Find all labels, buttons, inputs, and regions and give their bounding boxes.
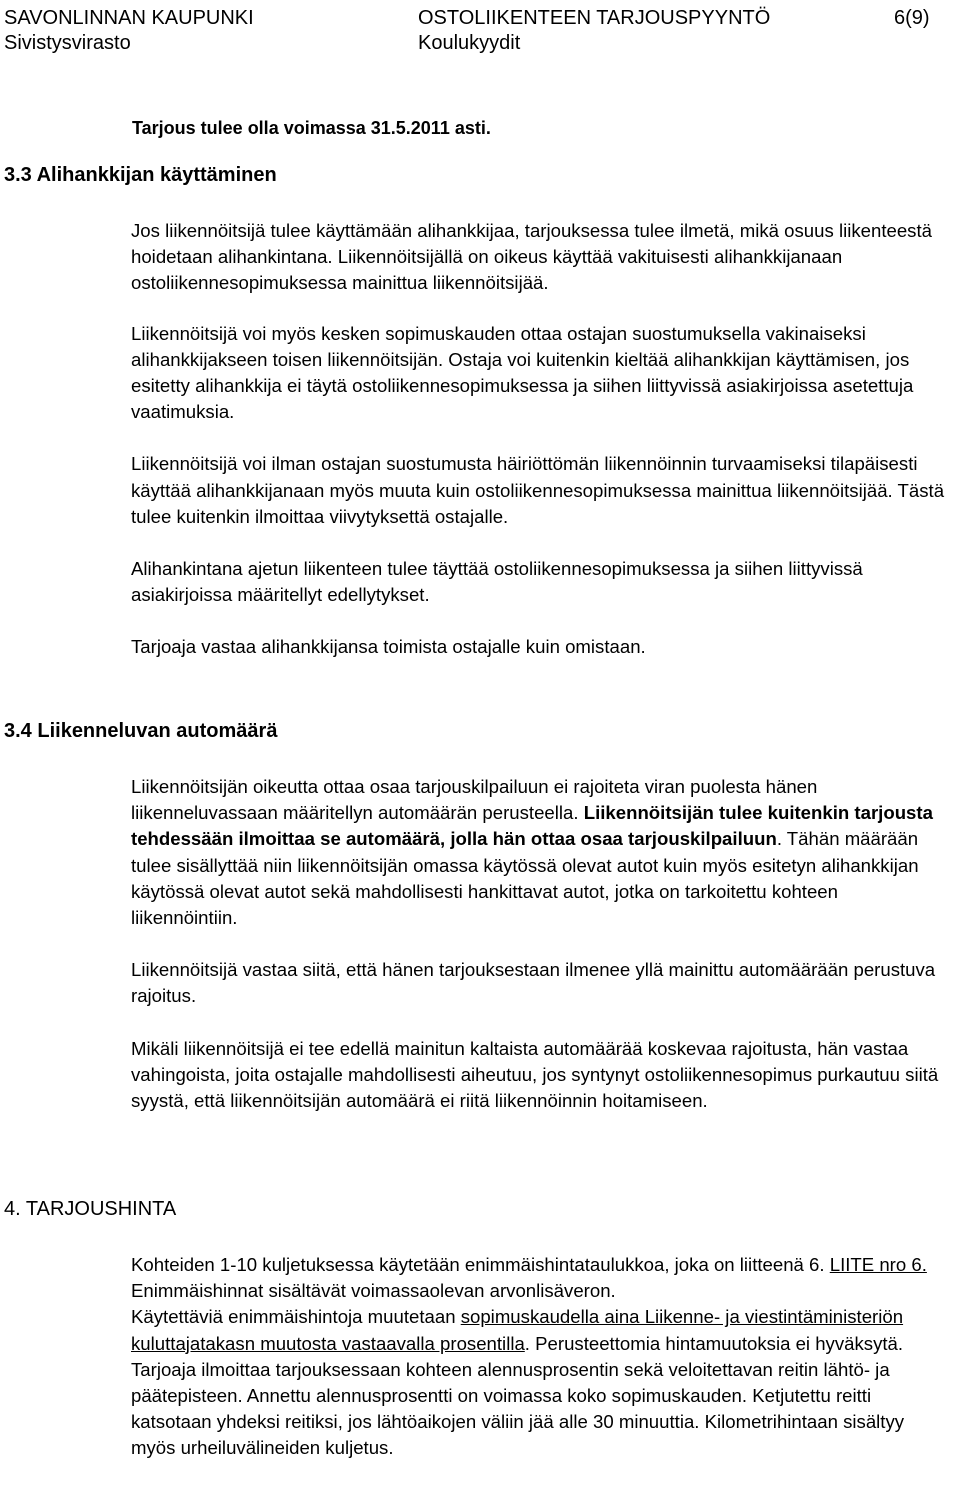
header-left — [4, 6, 254, 56]
header-middle — [418, 6, 770, 56]
page-number: 6(9) — [894, 7, 930, 29]
paragraph: Alihankintana ajetun liikenteen tulee täyttää ostoliikennesopimuksessa ja siihen liittyvissä asiakirjoissa määritellyt edellytykset. — [131, 558, 863, 606]
paragraph: Jos liikennöitsijä tulee käyttämään alihankkijaa, tarjouksessa tulee ilmetä, mikä osuus liikenteestä hoidetaan alihankintana. Liikennöitsijällä on oikeus käyttää vakituisesti alihankkijanaan ostoliikennesopimuksessa mainittua liikennöitsijää. — [131, 220, 932, 294]
paragraph: Liikennöitsijä vastaa siitä, että hänen tarjouksestaan ilmenee yllä mainittu automäärään perustuva rajoitus. — [131, 959, 936, 1007]
section-4-heading: 4. TARJOUSHINTA — [4, 1198, 177, 1220]
document-subtitle: Koulukyydit — [418, 32, 521, 54]
index-adjustment-underline: sopimuskaudella aina Liikenne- ja viestintäministeriön kuluttajatakasn muutosta vastaavalla prosentilla — [131, 1306, 904, 1354]
paragraph: Liikennöitsijä voi ilman ostajan suostumusta häiriöttömän liikennöinnin turvaamiseksi tilapäisesti käyttää alihankkijanaan myös muuta kuin ostoliikennesopimuksessa mainittua liikennöitsijää. Tästä tulee kuitenkin ilmoittaa viivytyksettä ostajalle. — [131, 453, 945, 527]
section-3-3-body — [131, 218, 946, 661]
attachment-link[interactable]: LIITE nro 6. — [829, 1254, 927, 1275]
paragraph: Mikäli liikennöitsijä ei tee edellä mainitun kaltaista automäärää koskevaa rajoitusta, hän vastaa vahingoista, joita ostajalle mahdollisesti aiheutuu, jos syntynyt ostoliikennesopimus purkautuu siitä syystä, että liikennöitsijän automäärä ei riitä liikennöinnin hoitamiseen. — [131, 1037, 939, 1112]
section-3-4-heading: 3.4 Liikenneluvan automäärä — [4, 720, 278, 742]
section-3-4-body — [131, 774, 946, 1114]
document-title: OSTOLIIKENTEEN TARJOUSPYYNTÖ — [418, 7, 771, 29]
paragraph: Liikennöitsijän oikeutta ottaa osaa tarjouskilpailuun ei rajoiteta viran puolesta hänen liikenneluvassaan määritellyn automäärän perusteella. Liikennöitsijän tulee kuitenkin tarjousta tehdessään ilmoittaa se automäärä, jolla hän ottaa osaa tarjouskilpailuun. Tähän määrään tulee sisällyttää niin liikennöitsijän omassa käytössä olevat autot kuin myös esitetyn alihankkijan käytössä olevat autot sekä mahdollisesti hankittavat autot, jotka on tarkoitettu kohteen liikennöintiin. — [131, 776, 933, 929]
section-4-body — [131, 1252, 946, 1462]
paragraph: Tarjoaja ilmoittaa tarjouksessaan kohteen alennusprosentin sekä veloitettavan reitin lähtö- ja päätepisteen. Annettu alennusprosentti on voimassa koko sopimuskauden. Ketjutettu reitti katsotaan yhdeksi reitiksi, jos lähtöaikojen väliin jää alle 30 minuuttia. Kilometrihintaan sisältyy myös urheiluvälineiden kuljetus. — [131, 1358, 905, 1459]
department: Sivistysvirasto — [4, 32, 131, 54]
validity-statement: Tarjous tulee olla voimassa 31.5.2011 asti. — [132, 118, 491, 138]
org-name: SAVONLINNAN KAUPUNKI — [4, 7, 254, 29]
section-3-3-heading: 3.3 Alihankkijan käyttäminen — [4, 164, 277, 186]
paragraph: Tarjoaja vastaa alihankkijansa toimista ostajalle kuin omistaan. — [131, 636, 646, 658]
paragraph: Kohteiden 1-10 kuljetuksessa käytetään enimmäishintataulukkoa, joka on liitteenä 6. LIITE nro 6. Enimmäishinnat sisältävät voimassaolevan arvonlisäveron. — [131, 1254, 927, 1302]
bold-emphasis: Liikennöitsijän tulee kuitenkin tarjousta tehdessään ilmoittaa se automäärä, jolla hän ottaa osaa tarjouskilpailuun — [131, 802, 933, 850]
paragraph: Käytettäviä enimmäishintoja muutetaan sopimuskaudella aina Liikenne- ja viestintäministeriön kuluttajatakasn muutosta vastaavalla prosentilla. Perusteettomia hintamuutoksia ei hyväksytä. — [131, 1306, 904, 1354]
paragraph: Liikennöitsijä voi myös kesken sopimuskauden ottaa ostajan suostumuksella vakinaiseksi alihankkijakseen toisen liikennöitsijän. Ostaja voi kuitenkin kieltää alihankkijan käyttämisen, jos esitetty alihankkija ei täytä ostoliikennesopimuksessa ja siihen liittyvissä asiakirjoissa asetettuja vaatimuksia. — [131, 322, 914, 423]
